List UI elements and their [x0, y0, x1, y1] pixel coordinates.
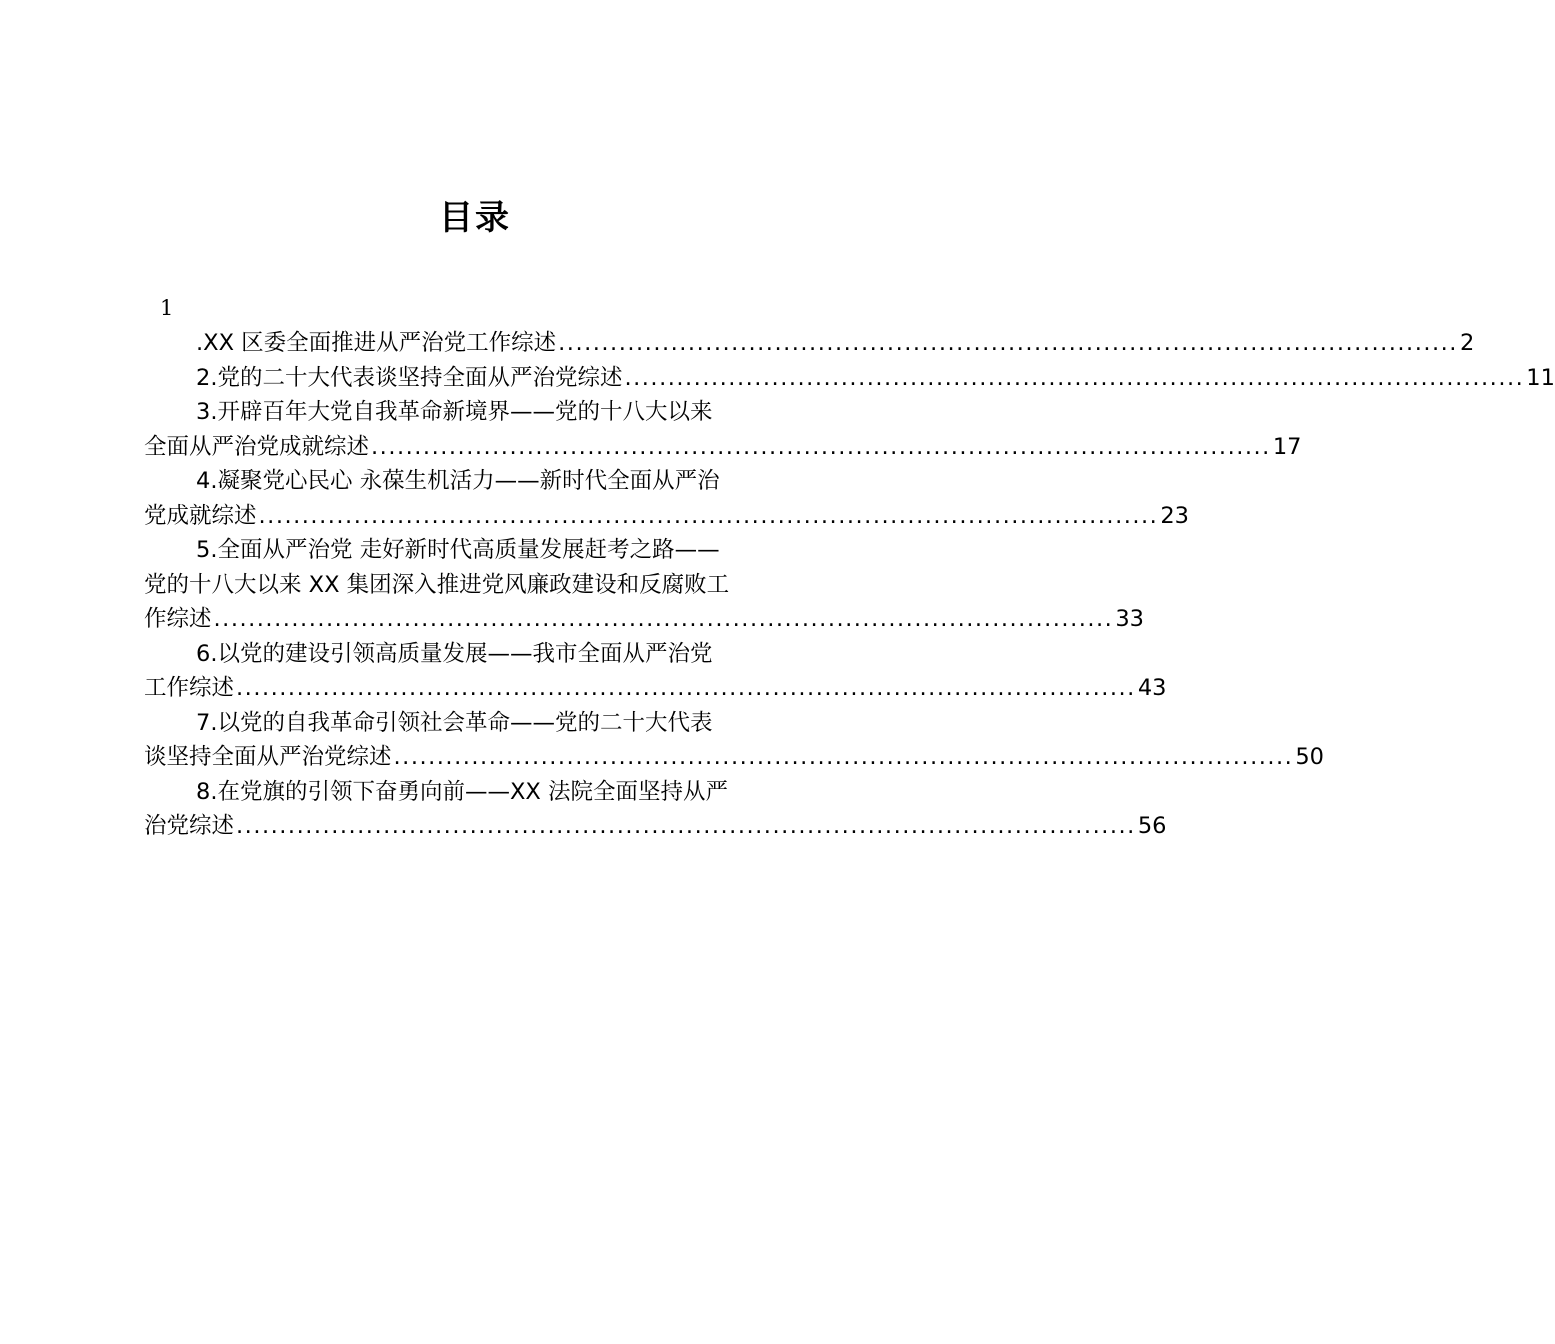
toc-leader-dots: ........................................................................................................: [258, 502, 1159, 529]
toc-entry-title-cont: 党的十八大以来 XX 集团深入推进党风廉政建设和反腐败工: [144, 571, 730, 598]
toc-leader-dots: ........................................................................................................: [624, 364, 1525, 391]
toc-leader-dots: ........................................................................................................: [558, 330, 1458, 356]
toc-entry[interactable]: [144, 637, 1167, 706]
table-of-contents: [144, 326, 1555, 844]
toc-entry[interactable]: [144, 361, 1555, 396]
toc-entry-page: 50: [1295, 744, 1324, 770]
toc-entry-title: 8.在党旗的引领下奋勇向前——XX 法院全面坚持从严: [196, 778, 728, 805]
toc-leader-dots: ........................................................................................................: [213, 606, 1114, 632]
toc-entry-title-cont: 党成就综述: [144, 502, 257, 529]
page-number-marker: 1: [160, 296, 174, 320]
toc-entry[interactable]: [144, 706, 1324, 775]
toc-entry-page: 11: [1526, 364, 1555, 391]
toc-entry-line: [144, 637, 806, 672]
toc-leader-dots: ........................................................................................................: [371, 433, 1271, 460]
toc-entry-line: [144, 706, 806, 741]
toc-entry-page: 17: [1272, 433, 1302, 460]
toc-entry-title-cont: 治党综述: [144, 813, 235, 839]
toc-entry[interactable]: [144, 464, 1189, 533]
toc-entry-title: 2.党的二十大代表谈坚持全面从严治党综述: [196, 364, 623, 391]
toc-entry-title: 5.全面从严治党 走好新时代高质量发展赶考之路——: [196, 537, 720, 563]
toc-entry-line: [144, 809, 1167, 844]
toc-entry-title: 3.开辟百年大党自我革命新境界——党的十八大以来: [196, 399, 713, 425]
toc-entry-line: [144, 430, 1302, 465]
toc-entry-line: [144, 361, 1555, 396]
toc-entry-title: .XX 区委全面推进从严治党工作综述: [196, 330, 557, 356]
toc-entry-title-cont: 全面从严治党成就综述: [144, 433, 370, 460]
toc-entry-line: [144, 602, 1144, 637]
toc-entry[interactable]: [144, 326, 1475, 361]
toc-entry-line: [144, 568, 806, 603]
toc-entry-line: [144, 533, 806, 568]
toc-leader-dots: ........................................................................................................: [236, 675, 1136, 701]
toc-entry-title-cont: 作综述: [144, 606, 212, 632]
toc-entry-line: [144, 326, 1475, 361]
toc-entry-line: [144, 499, 1189, 534]
toc-entry-page: 43: [1137, 675, 1167, 701]
toc-entry-page: 23: [1160, 502, 1189, 529]
toc-entry-title-cont: 工作综述: [144, 675, 235, 701]
toc-entry-line: [144, 775, 806, 810]
toc-entry-line: [144, 395, 806, 430]
toc-entry-page: 2: [1459, 330, 1475, 356]
toc-entry-page: 33: [1115, 606, 1144, 632]
toc-entry-line: [144, 464, 806, 499]
toc-entry-page: 56: [1137, 813, 1167, 839]
toc-entry-line: [144, 671, 1167, 706]
toc-leader-dots: ........................................................................................................: [393, 744, 1294, 770]
toc-entry-line: [144, 740, 1324, 775]
toc-entry-title: 7.以党的自我革命引领社会革命——党的二十大代表: [196, 709, 713, 736]
toc-entry[interactable]: [144, 775, 1167, 844]
toc-entry-title-cont: 谈坚持全面从严治党综述: [144, 744, 392, 770]
toc-entry[interactable]: [144, 533, 1144, 637]
toc-entry-title: 4.凝聚党心民心 永葆生机活力——新时代全面从严治: [196, 468, 720, 494]
toc-leader-dots: ........................................................................................................: [236, 813, 1136, 839]
toc-entry[interactable]: [144, 395, 1302, 464]
toc-entry-title: 6.以党的建设引领高质量发展——我市全面从严治党: [196, 640, 713, 667]
page-title: 目录: [439, 198, 511, 238]
